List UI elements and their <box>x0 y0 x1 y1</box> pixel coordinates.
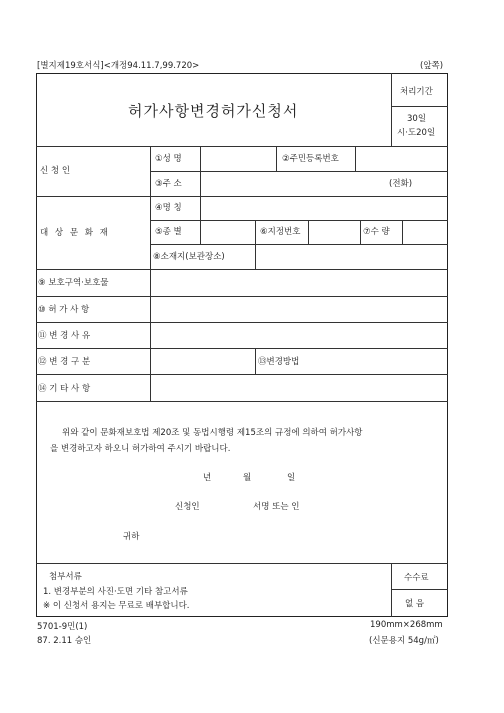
quantity-label: ⑦수 량 <box>363 227 390 237</box>
phone-label: (전화) <box>389 179 413 189</box>
recipient-label: 귀하 <box>123 532 140 542</box>
row-divider <box>150 244 448 245</box>
change-type-label: ⑫ 변 경 구 분 <box>38 357 91 367</box>
fee-label: 수수료 <box>404 573 429 583</box>
column-divider <box>391 563 392 617</box>
change-method-label: ⑬변경방법 <box>258 357 300 367</box>
form-reference: [별지제19호서식]<개정94.11.7,99.720> <box>37 61 200 71</box>
lot-number-label: ⑥지정번호 <box>260 227 301 237</box>
row-divider <box>36 269 448 270</box>
type-label: ⑤종 별 <box>155 227 182 237</box>
protection-zone-label: ⑨ 보호구역·보호물 <box>38 278 109 288</box>
column-divider <box>255 348 256 374</box>
row-divider <box>36 401 448 402</box>
column-divider <box>276 146 277 171</box>
row-divider <box>150 171 448 172</box>
fee-divider <box>391 589 448 590</box>
column-divider <box>391 73 392 146</box>
change-reason-label: ⑪ 변 경 사 유 <box>38 331 91 341</box>
address-label: ③주 소 <box>155 179 182 189</box>
permission-items-label: ⑩ 허 가 사 항 <box>38 305 90 315</box>
column-divider <box>355 146 356 171</box>
other-items-label: ⑭ 기 타 사 항 <box>38 384 91 394</box>
row-divider <box>36 563 448 564</box>
name-label: ①성 명 <box>155 154 182 164</box>
row-divider <box>36 146 448 147</box>
signature-label: 서명 또는 인 <box>253 502 300 512</box>
statement-line-2: 을 변경하고자 하오니 허가하여 주시기 바랍니다. <box>50 444 231 454</box>
applicant-section-label: 신 청 인 <box>40 166 71 176</box>
month-label: 월 <box>243 473 252 483</box>
form-code: 5701-9민(1) <box>37 622 88 632</box>
row-divider <box>36 374 448 375</box>
column-divider <box>308 220 309 244</box>
row-divider <box>36 348 448 349</box>
day-label: 일 <box>287 473 296 483</box>
column-divider <box>402 220 403 244</box>
statement-line-1: 위와 같이 문화재보호법 제20조 및 동법시행령 제15조의 규정에 의하여 허가사항 <box>62 428 363 438</box>
column-divider <box>200 146 201 244</box>
column-divider <box>150 146 151 401</box>
row-divider <box>36 322 448 323</box>
fee-value: 없 음 <box>405 599 425 609</box>
location-label: ⑧소재지(보관장소) <box>153 252 225 262</box>
target-section-label: 대 상 문 화 재 <box>40 228 110 238</box>
attachments-title: 첨부서류 <box>49 572 82 582</box>
title-name-label: ④명 칭 <box>155 203 182 213</box>
paper-size: 190mm×268mm <box>370 620 443 630</box>
processing-note: 시·도20일 <box>397 128 436 138</box>
form-title: 허가사항변경허가신청서 <box>128 102 299 120</box>
attachment-item-1: 1. 변경부분의 사진·도면 기타 참고서류 <box>43 587 188 597</box>
row-divider <box>36 196 448 197</box>
signer-label: 신청인 <box>175 502 200 512</box>
column-divider <box>255 220 256 269</box>
distribution-note: ※ 이 신청서 용지는 무료로 배부합니다. <box>43 601 190 611</box>
id-number-label: ②주민등록번호 <box>282 154 339 164</box>
approval-date: 87. 2.11 승인 <box>37 636 92 646</box>
paper-spec: (신문용지 54g/㎡) <box>369 636 439 646</box>
year-label: 년 <box>203 473 212 483</box>
processing-days: 30일 <box>407 114 427 124</box>
page-side-label: (앞쪽) <box>420 61 444 71</box>
form-frame <box>36 73 448 617</box>
column-divider <box>360 220 361 244</box>
processing-period-label: 처리기간 <box>400 87 433 97</box>
processing-divider <box>391 106 448 107</box>
row-divider <box>36 296 448 297</box>
row-divider <box>150 220 448 221</box>
